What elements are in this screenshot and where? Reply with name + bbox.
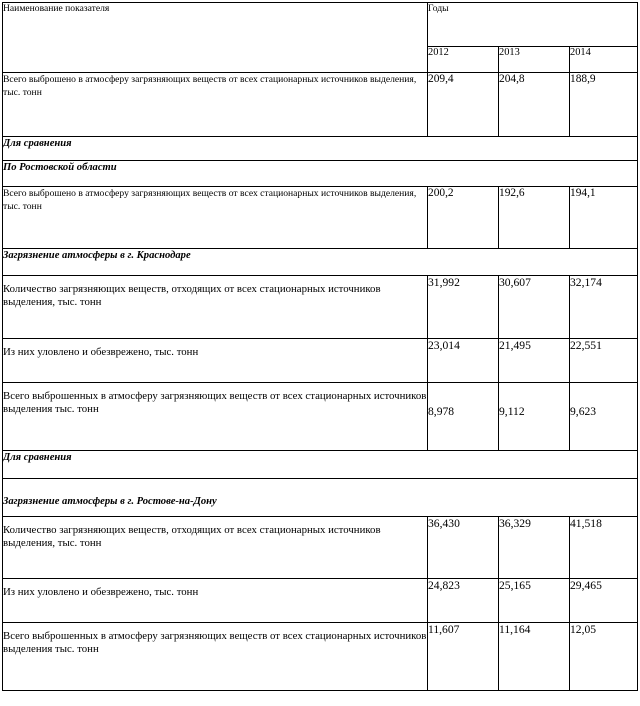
value-2012: 23,014 (428, 339, 499, 383)
section-title: Загрязнение атмосферы в г. Краснодаре (3, 249, 638, 276)
emissions-table (2, 2, 638, 691)
value-2014: 29,465 (570, 579, 638, 623)
value-2014: 22,551 (570, 339, 638, 383)
value-2014: 9,623 (570, 383, 638, 451)
row-label: Количество загрязняющих веществ, отходящих от всех стационарных источников выделения, тыс. тонн (3, 517, 428, 579)
row-label: Всего выброшено в атмосферу загрязняющих веществ от всех стационарных источников выделения, тыс. тонн (3, 187, 428, 249)
year-2014: 2014 (570, 47, 638, 73)
section-row (3, 161, 638, 187)
table-row (3, 623, 638, 691)
section-row (3, 451, 638, 479)
row-label: Всего выброшенных в атмосферу загрязняющих веществ от всех стационарных источников выделения тыс. тонн (3, 383, 428, 451)
value-2013: 192,6 (499, 187, 570, 249)
section-row (3, 479, 638, 517)
value-2012: 200,2 (428, 187, 499, 249)
table-row (3, 187, 638, 249)
value-2013: 30,607 (499, 276, 570, 339)
row-label: Из них уловлено и обезврежено, тыс. тонн (3, 339, 428, 383)
table-header-row (3, 3, 638, 47)
table-row (3, 339, 638, 383)
value-2014: 12,05 (570, 623, 638, 691)
value-2012: 8,978 (428, 383, 499, 451)
table-row (3, 73, 638, 137)
table-row (3, 383, 638, 451)
section-row (3, 137, 638, 161)
row-label: Из них уловлено и обезврежено, тыс. тонн (3, 579, 428, 623)
section-row (3, 249, 638, 276)
indicator-header: Наименование показателя (3, 3, 428, 73)
year-2012: 2012 (428, 47, 499, 73)
row-label: Всего выброшенных в атмосферу загрязняющих веществ от всех стационарных источников выделения тыс. тонн (3, 623, 428, 691)
value-2014: 41,518 (570, 517, 638, 579)
row-label: Всего выброшено в атмосферу загрязняющих веществ от всех стационарных источников выделения, тыс. тонн (3, 73, 428, 137)
value-2012: 11,607 (428, 623, 499, 691)
value-2013: 204,8 (499, 73, 570, 137)
section-title: Для сравнения (3, 137, 638, 161)
table-row (3, 579, 638, 623)
value-2012: 31,992 (428, 276, 499, 339)
row-label: Количество загрязняющих веществ, отходящих от всех стационарных источников выделения, тыс. тонн (3, 276, 428, 339)
section-title: Для сравнения (3, 451, 638, 479)
value-2013: 21,495 (499, 339, 570, 383)
value-2012: 36,430 (428, 517, 499, 579)
table-row (3, 276, 638, 339)
value-2013: 11,164 (499, 623, 570, 691)
value-2014: 188,9 (570, 73, 638, 137)
value-2014: 194,1 (570, 187, 638, 249)
value-2012: 24,823 (428, 579, 499, 623)
value-2012: 209,4 (428, 73, 499, 137)
years-header: Годы (428, 3, 638, 47)
section-title: По Ростовской области (3, 161, 638, 187)
section-title: Загрязнение атмосферы в г. Ростове-на-Дону (3, 479, 638, 517)
value-2013: 25,165 (499, 579, 570, 623)
value-2013: 36,329 (499, 517, 570, 579)
value-2013: 9,112 (499, 383, 570, 451)
value-2014: 32,174 (570, 276, 638, 339)
year-2013: 2013 (499, 47, 570, 73)
table-row (3, 517, 638, 579)
